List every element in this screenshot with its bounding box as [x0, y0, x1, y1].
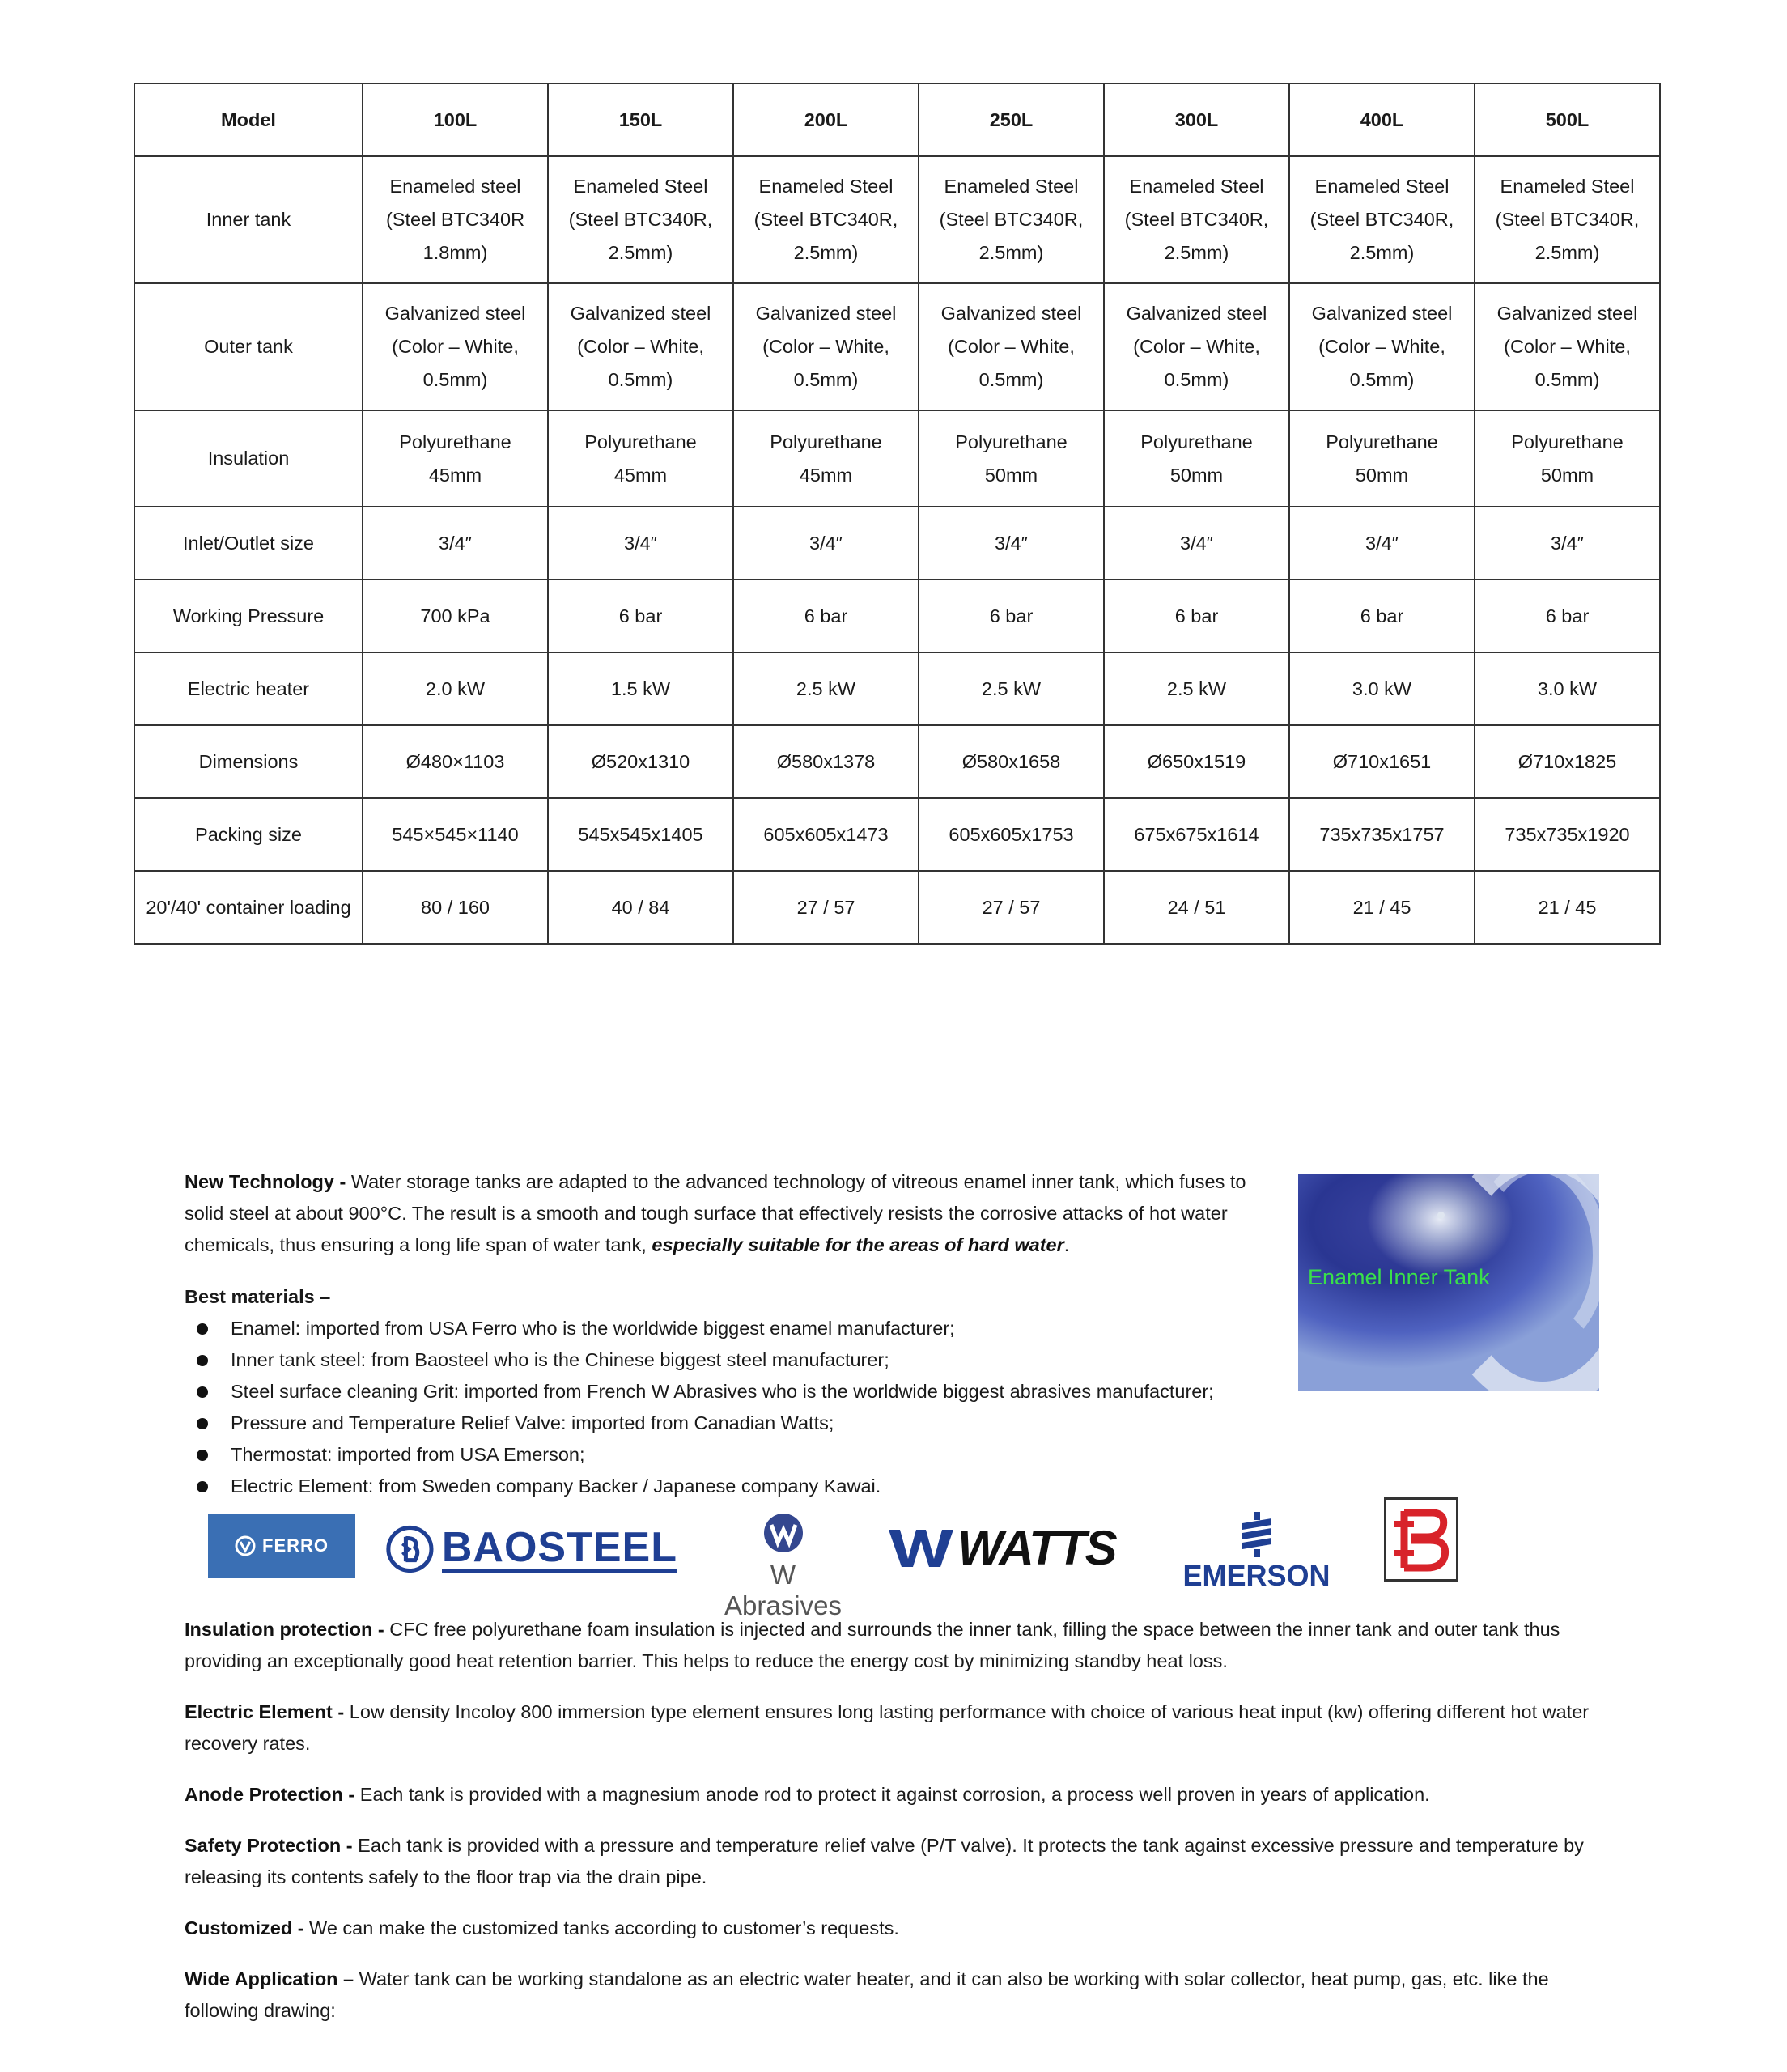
cell-line: 700 kPa	[420, 605, 490, 626]
backer-logo	[1384, 1497, 1458, 1582]
table-header-cell: 250L	[919, 83, 1104, 156]
table-cell	[1475, 507, 1660, 580]
spec-table	[134, 83, 1661, 945]
table-cell	[1289, 652, 1475, 725]
table-cell	[1289, 507, 1475, 580]
table-row	[134, 507, 1660, 580]
table-cell	[1289, 283, 1475, 410]
table-cell	[1104, 871, 1289, 944]
cell-line: 2.5mm)	[608, 242, 673, 263]
table-cell	[548, 652, 733, 725]
cell-line: Ø580x1378	[776, 750, 876, 772]
insulation-paragraph: Insulation protection - CFC free polyurethane foam insulation is injected and surrounds the inner tank, filling the space between the inner tank and outer tank thus providing an exceptionally good heat retention barrier. This helps to reduce the energy cost by minimizing standby heat loss.	[185, 1619, 1560, 1671]
table-header-cell: 100L	[363, 83, 548, 156]
cell-line: (Color – White,	[762, 336, 889, 357]
table-row	[134, 871, 1660, 944]
table-cell	[1475, 410, 1660, 507]
list-item-text: Electric Element: from Sweden company Backer / Japanese company Kawai.	[231, 1475, 881, 1497]
cell-line: (Color – White,	[1133, 336, 1260, 357]
cell-line: 6 bar	[804, 605, 848, 626]
cell-line: Enameled Steel	[573, 176, 708, 197]
cell-line: 3/4″	[995, 532, 1028, 554]
table-header-cell: 500L	[1475, 83, 1660, 156]
table-cell	[363, 283, 548, 410]
cell-line: 6 bar	[618, 605, 663, 626]
table-cell	[548, 156, 733, 283]
cell-line: 0.5mm)	[1534, 369, 1600, 390]
cell-line: (Color – White,	[577, 336, 704, 357]
ferro-logo: FERRO	[208, 1514, 355, 1578]
cell-line: 2.5mm)	[793, 242, 859, 263]
cell-line: Enameled Steel	[758, 176, 894, 197]
cell-line: 3.0 kW	[1352, 677, 1412, 699]
cell-line: 3/4″	[1551, 532, 1584, 554]
cell-line: Ø480×1103	[405, 750, 505, 772]
cell-line: (Color – White,	[1318, 336, 1445, 357]
cell-line: 0.5mm)	[422, 369, 488, 390]
cell-line: Galvanized steel	[570, 303, 711, 324]
table-cell	[548, 798, 733, 871]
row-label: Inlet/Outlet size	[134, 507, 363, 580]
table-header-cell: 400L	[1289, 83, 1475, 156]
cell-line: Enameled steel	[389, 176, 521, 197]
table-cell	[733, 410, 919, 507]
best-materials-title: Best materials –	[185, 1286, 331, 1307]
cell-line: Polyurethane	[1140, 431, 1253, 452]
cell-line: 6 bar	[1545, 605, 1590, 626]
table-cell	[548, 871, 733, 944]
table-cell	[363, 652, 548, 725]
table-cell	[1104, 283, 1289, 410]
cell-line: Galvanized steel	[1126, 303, 1267, 324]
cell-line: 0.5mm)	[1164, 369, 1229, 390]
cell-line: Polyurethane	[584, 431, 697, 452]
table-cell	[733, 798, 919, 871]
w-abrasives-mark-icon	[762, 1512, 804, 1554]
best-materials-list	[185, 1313, 1318, 1502]
table-row	[134, 725, 1660, 798]
cell-line: Polyurethane	[1326, 431, 1438, 452]
table-cell	[1104, 725, 1289, 798]
new-technology-text: Water storage tanks are adapted to the advanced technology of vitreous enamel inner tank, which fuses to solid steel at about 900°C. The result is a smooth and tough surface that effectively resists the corrosive attacks of hot water chemicals, thus ensuring a long life span of water tank,	[185, 1171, 1246, 1255]
cell-line: Enameled Steel	[1500, 176, 1635, 197]
row-label: Insulation	[134, 410, 363, 507]
cell-line: (Steel BTC340R,	[939, 209, 1084, 230]
table-cell	[1289, 798, 1475, 871]
safety-protection-paragraph: Safety Protection - Each tank is provided with a pressure and temperature relief valve (P/T valve). It protects the tank against excessive pressure and temperature by releasing its contents safely to the floor trap via the drain pipe.	[185, 1835, 1584, 1887]
table-cell	[919, 507, 1104, 580]
table-row	[134, 652, 1660, 725]
table-cell	[919, 798, 1104, 871]
cell-line: 50mm	[1169, 464, 1224, 486]
table-cell	[1475, 871, 1660, 944]
cell-line: 2.5mm)	[1534, 242, 1600, 263]
list-item	[185, 1313, 1318, 1344]
table-cell	[919, 871, 1104, 944]
cell-line: 3/4″	[1180, 532, 1213, 554]
cell-line: 2.5 kW	[1166, 677, 1227, 699]
table-cell	[733, 156, 919, 283]
table-cell	[548, 580, 733, 652]
cell-line: Enameled Steel	[1314, 176, 1450, 197]
cell-line: 675x675x1614	[1134, 823, 1259, 845]
table-header-cell: 150L	[548, 83, 733, 156]
bullet-icon	[197, 1450, 208, 1461]
cell-line: 21 / 45	[1352, 896, 1411, 918]
cell-line: Enameled Steel	[944, 176, 1079, 197]
cell-line: 735x735x1920	[1505, 823, 1630, 845]
cell-line: 45mm	[799, 464, 853, 486]
table-row	[134, 283, 1660, 410]
list-item	[185, 1471, 1318, 1502]
cell-line: Polyurethane	[955, 431, 1068, 452]
list-item-text: Pressure and Temperature Relief Valve: imported from Canadian Watts;	[231, 1412, 834, 1433]
table-cell	[919, 725, 1104, 798]
cell-line: 2.0 kW	[425, 677, 486, 699]
table-cell	[1289, 410, 1475, 507]
cell-line: 50mm	[1540, 464, 1594, 486]
table-cell	[733, 652, 919, 725]
cell-line: 50mm	[1355, 464, 1409, 486]
cell-line: 2.5mm)	[1164, 242, 1229, 263]
cell-line: 6 bar	[989, 605, 1034, 626]
cell-line: Galvanized steel	[1496, 303, 1638, 324]
table-cell	[919, 156, 1104, 283]
table-cell	[919, 652, 1104, 725]
cell-line: 605x605x1753	[949, 823, 1074, 845]
enamel-photo-caption: Enamel Inner Tank	[1308, 1265, 1490, 1289]
table-cell	[548, 507, 733, 580]
cell-line: Enameled Steel	[1129, 176, 1264, 197]
cell-line: 27 / 57	[982, 896, 1041, 918]
table-cell	[1475, 652, 1660, 725]
table-cell	[363, 507, 548, 580]
cell-line: 1.8mm)	[422, 242, 488, 263]
cell-line: 3/4″	[1365, 532, 1399, 554]
new-technology-paragraph: New Technology - Water storage tanks are adapted to the advanced technology of vitreous enamel inner tank, which fuses to solid steel at about 900°C. The result is a smooth and tough surface that effectively resists the corrosive attacks of hot water chemicals, thus ensuring a long life span of water tank, especially suitable for the areas of hard water.	[185, 1171, 1246, 1255]
table-cell	[363, 725, 548, 798]
cell-line: 50mm	[984, 464, 1038, 486]
cell-line: 45mm	[428, 464, 482, 486]
cell-line: (Steel BTC340R	[385, 209, 525, 230]
list-item	[185, 1439, 1318, 1471]
bullet-icon	[197, 1323, 208, 1335]
cell-line: Galvanized steel	[755, 303, 897, 324]
table-cell	[1475, 156, 1660, 283]
cell-line: Polyurethane	[399, 431, 511, 452]
cell-line: 27 / 57	[796, 896, 855, 918]
bullet-icon	[197, 1418, 208, 1429]
table-cell	[1104, 507, 1289, 580]
cell-line: 2.5mm)	[1349, 242, 1415, 263]
new-technology-emphasis: especially suitable for the areas of hard water	[652, 1234, 1064, 1255]
row-label: Electric heater	[134, 652, 363, 725]
new-technology-title: New Technology -	[185, 1171, 346, 1192]
cell-line: 2.5 kW	[981, 677, 1042, 699]
row-label: Working Pressure	[134, 580, 363, 652]
table-row	[134, 798, 1660, 871]
cell-line: (Steel BTC340R,	[753, 209, 898, 230]
cell-line: 3/4″	[439, 532, 472, 554]
ferro-mark-icon	[235, 1535, 256, 1556]
table-cell	[363, 871, 548, 944]
table-cell	[1104, 410, 1289, 507]
table-row	[134, 156, 1660, 283]
cell-line: 45mm	[613, 464, 668, 486]
cell-line: 24 / 51	[1167, 896, 1226, 918]
cell-line: Ø710x1651	[1332, 750, 1432, 772]
cell-line: Ø580x1658	[961, 750, 1061, 772]
row-label: Packing size	[134, 798, 363, 871]
cell-line: 1.5 kW	[610, 677, 671, 699]
cell-line: 2.5 kW	[796, 677, 856, 699]
table-header-row	[134, 83, 1660, 156]
cell-line: 0.5mm)	[608, 369, 673, 390]
customized-paragraph: Customized - We can make the customized tanks according to customer’s requests.	[185, 1917, 899, 1938]
table-cell	[1475, 580, 1660, 652]
table-cell	[919, 410, 1104, 507]
table-cell	[1104, 156, 1289, 283]
watts-mark-icon	[889, 1526, 957, 1569]
table-cell	[919, 580, 1104, 652]
cell-line: 6 bar	[1360, 605, 1404, 626]
cell-line: 80 / 160	[421, 896, 490, 918]
list-item	[185, 1344, 1318, 1376]
table-header-cell: 200L	[733, 83, 919, 156]
table-cell	[548, 725, 733, 798]
cell-line: 0.5mm)	[978, 369, 1044, 390]
table-cell	[1289, 871, 1475, 944]
list-item-text: Thermostat: imported from USA Emerson;	[231, 1444, 585, 1465]
table-cell	[1289, 156, 1475, 283]
wide-application-paragraph: Wide Application – Water tank can be working standalone as an electric water heater, and it can also be working with solar collector, heat pump, gas, etc. like the following drawing:	[185, 1968, 1549, 2021]
cell-line: (Color – White,	[1504, 336, 1631, 357]
cell-line: Polyurethane	[1511, 431, 1624, 452]
table-header-cell: 300L	[1104, 83, 1289, 156]
row-label: Dimensions	[134, 725, 363, 798]
cell-line: Ø520x1310	[591, 750, 690, 772]
table-cell	[363, 798, 548, 871]
emerson-logo: EMERSON	[1178, 1512, 1335, 1585]
cell-line: 605x605x1473	[763, 823, 889, 845]
table-cell	[733, 580, 919, 652]
table-row	[134, 580, 1660, 652]
row-label: Inner tank	[134, 156, 363, 283]
cell-line: 40 / 84	[611, 896, 670, 918]
table-cell	[1104, 652, 1289, 725]
cell-line: 545x545x1405	[578, 823, 703, 845]
cell-line: (Steel BTC340R,	[568, 209, 713, 230]
table-cell	[1289, 725, 1475, 798]
table-header-model: Model	[134, 83, 363, 156]
baosteel-mark-icon	[386, 1516, 434, 1582]
table-cell	[733, 507, 919, 580]
list-item-text: Steel surface cleaning Grit: imported from French W Abrasives who is the worldwide biggest abrasives manufacturer;	[231, 1381, 1214, 1402]
table-cell	[733, 871, 919, 944]
cell-line: (Color – White,	[948, 336, 1075, 357]
cell-line: 735x735x1757	[1319, 823, 1445, 845]
electric-element-paragraph: Electric Element - Low density Incoloy 800 immersion type element ensures long lasting performance with choice of various heat input (kw) offering different hot water recovery rates.	[185, 1701, 1590, 1754]
row-label: 20'/40' container loading	[134, 871, 363, 944]
table-cell	[548, 410, 733, 507]
table-cell	[1104, 798, 1289, 871]
bullet-icon	[197, 1355, 208, 1366]
cell-line: (Color – White,	[392, 336, 519, 357]
cell-line: 0.5mm)	[1349, 369, 1415, 390]
table-cell	[1475, 283, 1660, 410]
cell-line: Ø710x1825	[1517, 750, 1617, 772]
anode-protection-paragraph: Anode Protection - Each tank is provided with a magnesium anode rod to protect it against corrosion, a process well proven in years of application.	[185, 1784, 1430, 1805]
cell-line: 2.5mm)	[978, 242, 1044, 263]
list-item-text: Inner tank steel: from Baosteel who is the Chinese biggest steel manufacturer;	[231, 1349, 889, 1370]
cell-line: Polyurethane	[770, 431, 882, 452]
table-cell	[548, 283, 733, 410]
cell-line: 545×545×1140	[392, 823, 519, 845]
cell-line: 3/4″	[624, 532, 657, 554]
w-abrasives-logo: W Abrasives	[712, 1512, 854, 1585]
list-item	[185, 1376, 1318, 1408]
cell-line: (Steel BTC340R,	[1309, 209, 1454, 230]
cell-line: 21 / 45	[1538, 896, 1597, 918]
table-cell	[1475, 725, 1660, 798]
cell-line: 6 bar	[1174, 605, 1219, 626]
table-row	[134, 410, 1660, 507]
table-cell	[919, 283, 1104, 410]
cell-line: (Steel BTC340R,	[1495, 209, 1640, 230]
table-cell	[1104, 580, 1289, 652]
row-label: Outer tank	[134, 283, 363, 410]
table-cell	[363, 410, 548, 507]
list-item-text: Enamel: imported from USA Ferro who is the worldwide biggest enamel manufacturer;	[231, 1318, 955, 1339]
cell-line: Ø650x1519	[1147, 750, 1246, 772]
table-cell	[1289, 580, 1475, 652]
bullet-icon	[197, 1386, 208, 1398]
cell-line: 3/4″	[809, 532, 843, 554]
list-item	[185, 1408, 1318, 1439]
watts-logo: WATTS	[889, 1523, 1125, 1572]
backer-mark-icon	[1386, 1500, 1456, 1579]
table-cell	[733, 725, 919, 798]
cell-line: 0.5mm)	[793, 369, 859, 390]
cell-line: Galvanized steel	[384, 303, 526, 324]
table-cell	[1475, 798, 1660, 871]
table-cell	[363, 156, 548, 283]
baosteel-logo: BAOSTEEL	[386, 1514, 677, 1585]
cell-line: Galvanized steel	[1311, 303, 1453, 324]
cell-line: (Steel BTC340R,	[1124, 209, 1269, 230]
cell-line: Galvanized steel	[940, 303, 1082, 324]
bullet-icon	[197, 1481, 208, 1492]
table-cell	[733, 283, 919, 410]
emerson-mark-icon	[1239, 1512, 1275, 1557]
cell-line: 3.0 kW	[1537, 677, 1598, 699]
table-cell	[363, 580, 548, 652]
